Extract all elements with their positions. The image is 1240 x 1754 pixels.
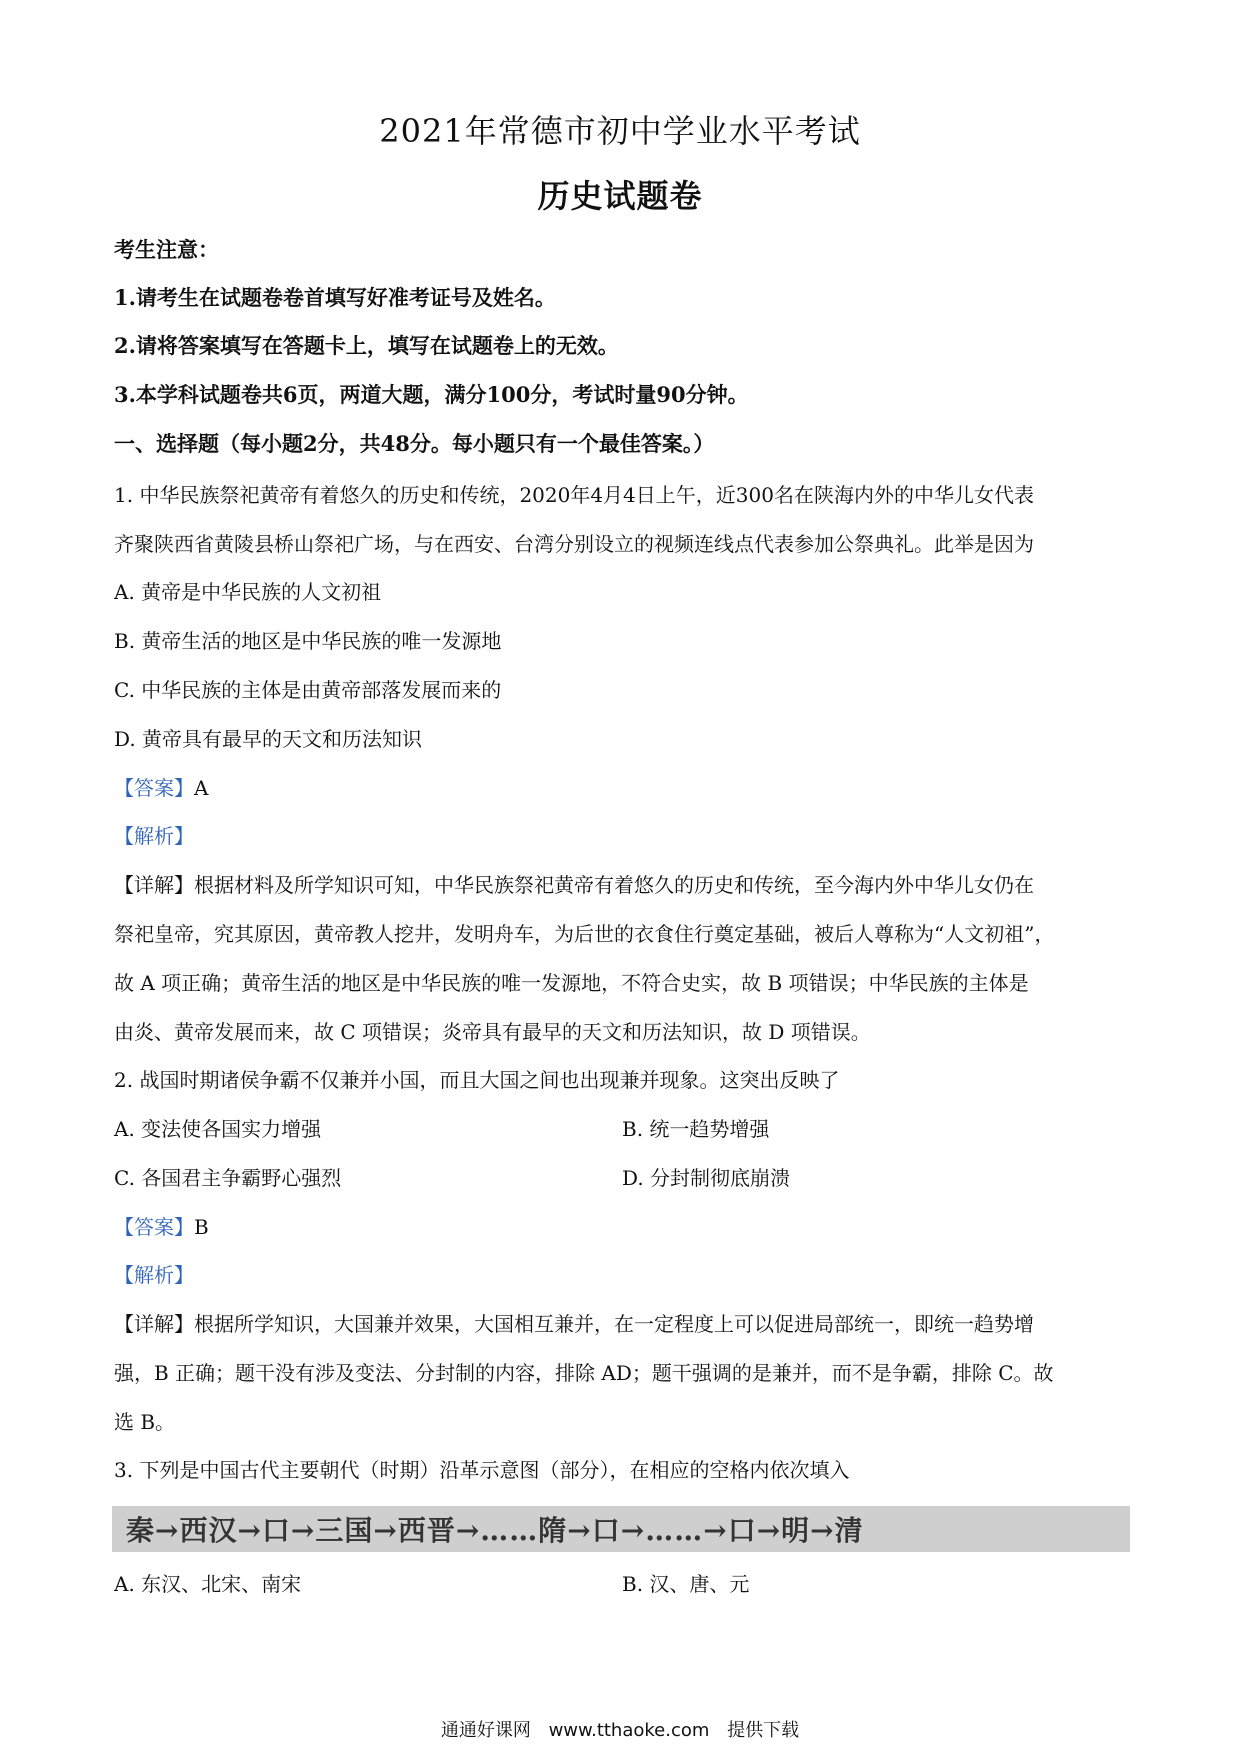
q1-option-c: C. 中华民族的主体是由黄帝部落发展而来的 — [114, 678, 502, 702]
q1-option-a: A. 黄帝是中华民族的人文初祖 — [114, 580, 382, 604]
q3-stem: 3. 下列是中国古代主要朝代（时期）沿革示意图（部分），在相应的空格内依次填入 — [114, 1458, 850, 1482]
q2-analysis-label: 【解析】 — [114, 1263, 194, 1287]
q2-detail-line-2: 强，B 正确；题干没有涉及变法、分封制的内容，排除 AD；题干强调的是兼并，而不是争霸，排除 C。故 — [114, 1361, 1054, 1385]
q1-option-b: B. 黄帝生活的地区是中华民族的唯一发源地 — [114, 629, 502, 653]
q3-option-a: A. 东汉、北宋、南宋 — [114, 1572, 302, 1596]
q2-answer — [114, 1213, 1126, 1241]
q2-option-c: C. 各国君主争霸野心强烈 — [114, 1166, 342, 1190]
q1-stem-line-2: 齐聚陕西省黄陵县桥山祭祀广场，与在西安、台湾分别设立的视频连线点代表参加公祭典礼。此举是因为 — [114, 532, 1034, 556]
detail-label: 【详解】 — [114, 873, 194, 897]
notice-item-1: 1.请考生在试题卷卷首填写好准考证号及姓名。 — [114, 285, 556, 310]
q1-detail-line-1 — [114, 871, 1126, 899]
q1-answer — [114, 774, 1126, 802]
dynasty-timeline-image: 秦→西汉→口→三国→西晋→……隋→口→……→口→明→清 — [112, 1506, 1130, 1552]
q2-option-a: A. 变法使各国实力增强 — [114, 1117, 322, 1141]
notice-heading: 考生注意： — [114, 237, 219, 262]
answer-value: B — [194, 1215, 209, 1239]
q2-option-d: D. 分封制彻底崩溃 — [622, 1166, 791, 1190]
q1-detail-line-4: 由炎、黄帝发展而来，故 C 项错误；炎帝具有最早的天文和历法知识，故 D 项错误。 — [114, 1020, 871, 1044]
q1-option-d: D. 黄帝具有最早的天文和历法知识 — [114, 727, 423, 751]
q3-option-b: B. 汉、唐、元 — [622, 1572, 750, 1596]
q2-stem: 2. 战国时期诸侯争霸不仅兼并小国，而且大国之间也出现兼并现象。这突出反映了 — [114, 1068, 840, 1092]
q1-detail-line-3: 故 A 项正确；黄帝生活的地区是中华民族的唯一发源地，不符合史实，故 B 项错误；中华民族的主体是 — [114, 971, 1029, 995]
footer-url[interactable]: www.tthaoke.com — [548, 1720, 710, 1741]
notice-item-2: 2.请将答案填写在答题卡上，填写在试题卷上的无效。 — [114, 333, 619, 358]
answer-label: 【答案】 — [114, 776, 194, 800]
footer-site: 通通好课网 — [440, 1720, 531, 1741]
notice-item-3: 3.本学科试题卷共6页，两道大题，满分100分，考试时量90分钟。 — [114, 382, 749, 407]
page-footer — [0, 1716, 1240, 1742]
q1-detail-line-2: 祭祀皇帝，究其原因，黄帝教人挖井，发明舟车，为后世的衣食住行奠定基础，被后人尊称为“人文初祖”， — [114, 922, 1055, 946]
q2-detail-line-3: 选 B。 — [114, 1410, 176, 1434]
q1-stem-line-1: 1. 中华民族祭祀黄帝有着悠久的历史和传统，2020年4月4日上午，近300名在陕海内外的中华儿女代表 — [114, 483, 1034, 507]
detail-text: 根据所学知识，大国兼并效果，大国相互兼并，在一定程度上可以促进局部统一，即统一趋势增 — [194, 1312, 1034, 1336]
q2-detail-line-1 — [114, 1310, 1126, 1338]
answer-label: 【答案】 — [114, 1215, 194, 1239]
exam-subtitle: 历史试题卷 — [537, 177, 703, 215]
detail-text: 根据材料及所学知识可知，中华民族祭祀黄帝有着悠久的历史和传统，至今海内外中华儿女仍在 — [194, 873, 1034, 897]
section-heading: 一、选择题（每小题2分，共48分。每小题只有一个最佳答案。） — [114, 431, 715, 456]
q1-analysis-label: 【解析】 — [114, 824, 194, 848]
detail-label: 【详解】 — [114, 1312, 194, 1336]
q2-option-b: B. 统一趋势增强 — [622, 1117, 770, 1141]
answer-value: A — [194, 776, 209, 800]
exam-title: 2021年常德市初中学业水平考试 — [379, 112, 861, 150]
footer-note: 提供下载 — [727, 1720, 800, 1741]
